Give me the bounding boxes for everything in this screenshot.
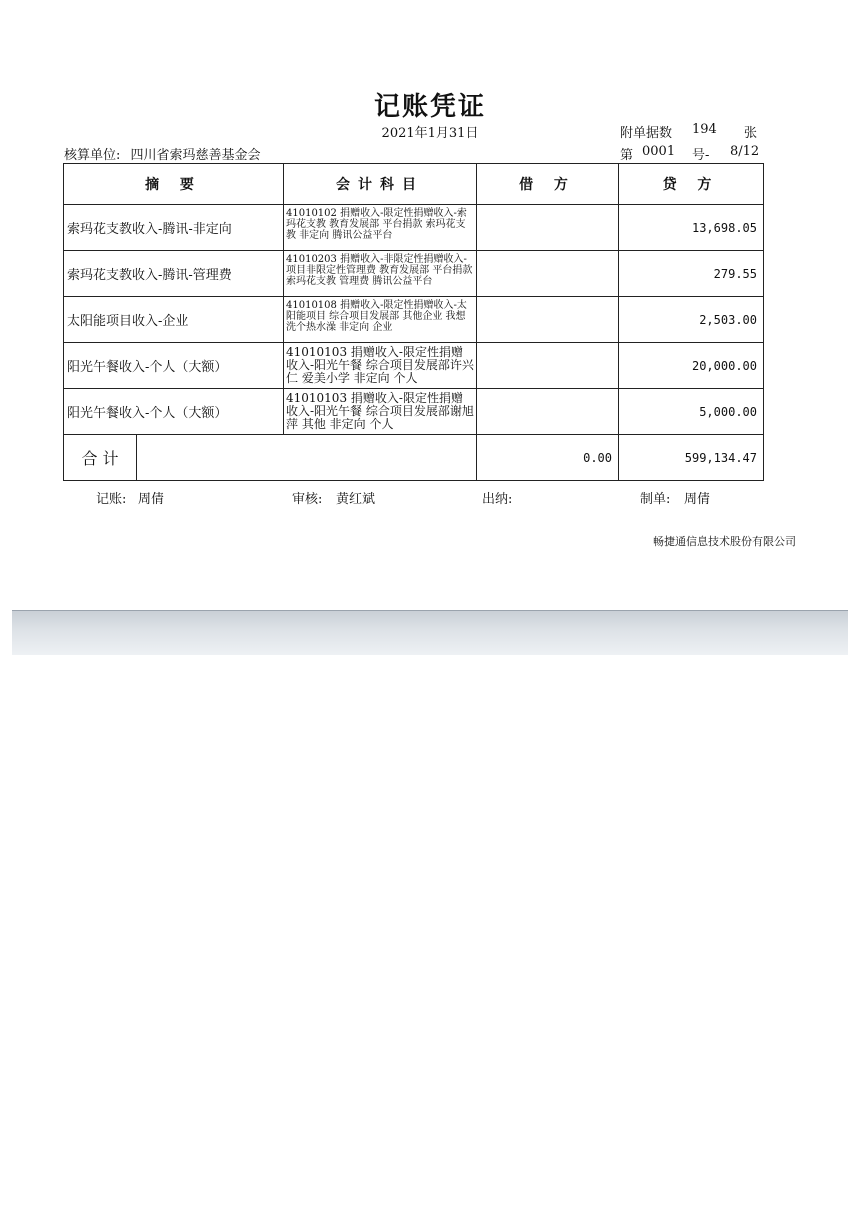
- header-credit: 贷 方: [619, 164, 764, 205]
- attachment-number: 194: [692, 122, 717, 137]
- row-summary: 太阳能项目收入-企业: [64, 297, 284, 343]
- header-account: 会计科目: [284, 164, 477, 205]
- attachment-label: 附单据数: [620, 126, 673, 141]
- table-row: [64, 389, 764, 435]
- reviewer-name: 黄红斌: [336, 492, 376, 507]
- row-credit: 5,000.00: [619, 389, 764, 435]
- total-row: [64, 435, 764, 481]
- total-label: 合 计: [64, 435, 137, 480]
- row-credit: 13,698.05: [619, 205, 764, 251]
- table-header-row: [64, 164, 764, 205]
- scan-edge-shadow: [12, 610, 848, 655]
- table-row: [64, 251, 764, 297]
- row-debit: [477, 205, 619, 251]
- voucher-number-mid: 号-: [692, 148, 710, 163]
- attachment-count: [620, 122, 758, 141]
- voucher-page-number: 8/12: [730, 144, 760, 159]
- header-debit: 借 方: [477, 164, 619, 205]
- row-account: 41010203 捐赠收入-非限定性捐赠收入-项目非限定性管理费 教育发展部 平台捐款 索玛花支教 管理费 腾讯公益平台: [284, 251, 477, 297]
- maker-name: 周倩: [684, 492, 711, 507]
- total-credit: 599,134.47: [619, 435, 764, 481]
- accounting-unit-label: 核算单位:: [64, 148, 121, 163]
- total-blank: [137, 435, 476, 480]
- row-debit: [477, 343, 619, 389]
- row-summary: 索玛花支教收入-腾讯-管理费: [64, 251, 284, 297]
- voucher-number-value: 0001: [642, 144, 676, 159]
- bookkeeper-label: 记账:: [96, 492, 127, 507]
- row-credit: 20,000.00: [619, 343, 764, 389]
- accounting-unit: [64, 144, 261, 163]
- reviewer-label: 审核:: [292, 492, 323, 507]
- cashier-label: 出纳:: [482, 492, 513, 507]
- maker-label: 制单:: [640, 492, 671, 507]
- row-summary: 阳光午餐收入-个人（大额）: [64, 389, 284, 435]
- row-account: 41010102 捐赠收入-限定性捐赠收入-索玛花支教 教育发展部 平台捐款 索玛花支教 非定向 腾讯公益平台: [284, 205, 477, 251]
- row-account: 41010103 捐赠收入-限定性捐赠收入-阳光午餐 综合项目发展部许兴仁 爱美小学 非定向 个人: [284, 343, 477, 389]
- row-debit: [477, 251, 619, 297]
- software-company: 畅捷通信息技术股份有限公司: [653, 535, 796, 548]
- voucher-date: 2021年1月31日: [381, 126, 479, 141]
- voucher-title: 记账凭证: [373, 92, 486, 122]
- row-account: 41010103 捐赠收入-限定性捐赠收入-阳光午餐 综合项目发展部谢旭萍 其他 非定向 个人: [284, 389, 477, 435]
- table-row: [64, 205, 764, 251]
- row-debit: [477, 389, 619, 435]
- total-debit: 0.00: [477, 435, 619, 481]
- attachment-unit: 张: [744, 126, 758, 141]
- row-account: 41010108 捐赠收入-限定性捐赠收入-太阳能项目 综合项目发展部 其他企业 我想洗个热水澡 非定向 企业: [284, 297, 477, 343]
- accounting-unit-name: 四川省索玛慈善基金会: [130, 148, 261, 163]
- voucher-table: [63, 163, 764, 481]
- voucher-number-prefix: 第: [620, 148, 634, 163]
- row-credit: 2,503.00: [619, 297, 764, 343]
- table-row: [64, 343, 764, 389]
- row-credit: 279.55: [619, 251, 764, 297]
- row-summary: 索玛花支教收入-腾讯-非定向: [64, 205, 284, 251]
- row-debit: [477, 297, 619, 343]
- header-summary: 摘 要: [64, 164, 284, 205]
- total-label-cell: [64, 435, 477, 481]
- bookkeeper-name: 周倩: [138, 492, 165, 507]
- table-row: [64, 297, 764, 343]
- row-summary: 阳光午餐收入-个人（大额）: [64, 343, 284, 389]
